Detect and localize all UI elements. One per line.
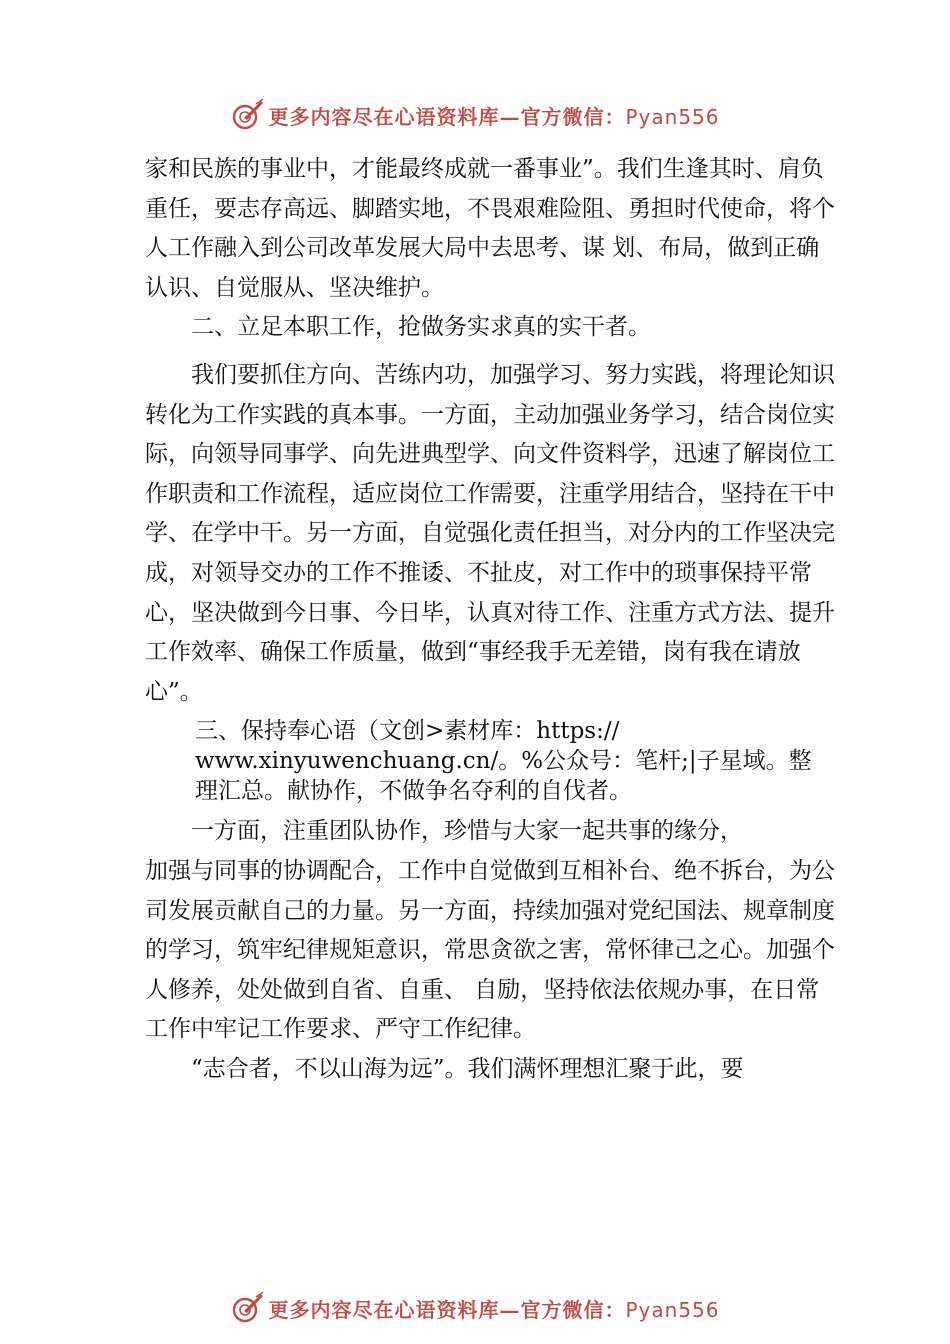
quill-logo-icon bbox=[230, 1291, 264, 1325]
heading-3-line-1: 三、保持奉心语（文创>素材库：https:// bbox=[195, 718, 620, 745]
header-banner bbox=[0, 95, 950, 135]
paragraph-3-first-line: 一方面，注重团队协作，珍惜与大家一起共事的缘分， bbox=[191, 818, 743, 845]
footer-text: 更多内容尽在心语资料库—官方微信： bbox=[268, 1297, 626, 1322]
quill-logo-icon bbox=[230, 98, 264, 132]
section-heading-2: 二、立足本职工作，抢做务实求真的实干者。 bbox=[191, 314, 651, 341]
section-heading-3 bbox=[145, 716, 835, 806]
paragraph-1: 家和民族的事业中，才能最终成就一番事业”。我们生逢其时、肩负重任，要志存高远、脚踏实地，不畏艰难险阻、勇担时代使命，将个人工作融入到公司改革发展大局中去思考、谋 划、布局，做到正确认识、自觉服从、坚决维护。 bbox=[145, 156, 835, 301]
paragraph-3: 加强与同事的协调配合，工作中自觉做到互相补台、绝不拆台，为公司发展贡献自己的力量。另一方面，持续加强对党纪国法、规章制度的学习，筑牢纪律规矩意识，常思贪欲之害，常怀律己之心。加强个人修养，处处做到自省、自重、 自励，坚持依法依规办事，在日常工作中牢记工作要求、严守工作纪律。 bbox=[145, 857, 835, 1043]
header-wechat-id: Pyan556 bbox=[625, 104, 720, 129]
footer-banner bbox=[0, 1288, 950, 1328]
header-text: 更多内容尽在心语资料库—官方微信： bbox=[268, 104, 626, 129]
paragraph-2: 我们要抓住方向、苦练内功，加强学习、努力实践，将理论知识转化为工作实践的真本事。一方面，主动加强业务学习，结合岗位实际，向领导同事学、向先进典型学、向文件资料学，迅速了解岗位工作职责和工作流程，适应岗位工作需要，注重学用结合，坚持在干中学、在学中干。另一方面，自觉强化责任担当，对分内的工作坚决完成，对领导交办的工作不推诿、不扯皮，对工作中的琐事保持平常心，坚决做到今日事、今日毕，认真对待工作、注重方式方法、提升工作效率、确保工作质量，做到“事经我手无差错，岗有我在请放心”。 bbox=[145, 361, 835, 705]
document-body bbox=[145, 150, 835, 1089]
footer-wechat-id: Pyan556 bbox=[625, 1297, 720, 1322]
paragraph-4: “志合者，不以山海为远”。我们满怀理想汇聚于此，要 bbox=[191, 1055, 744, 1082]
heading-3-line-2: www.xinyuwenchuang.cn/。%公众号：笔杆;|子星域。整 bbox=[195, 748, 812, 775]
heading-3-line-3: 理汇总。献协作，不做争名夺利的自伐者。 bbox=[195, 778, 632, 805]
